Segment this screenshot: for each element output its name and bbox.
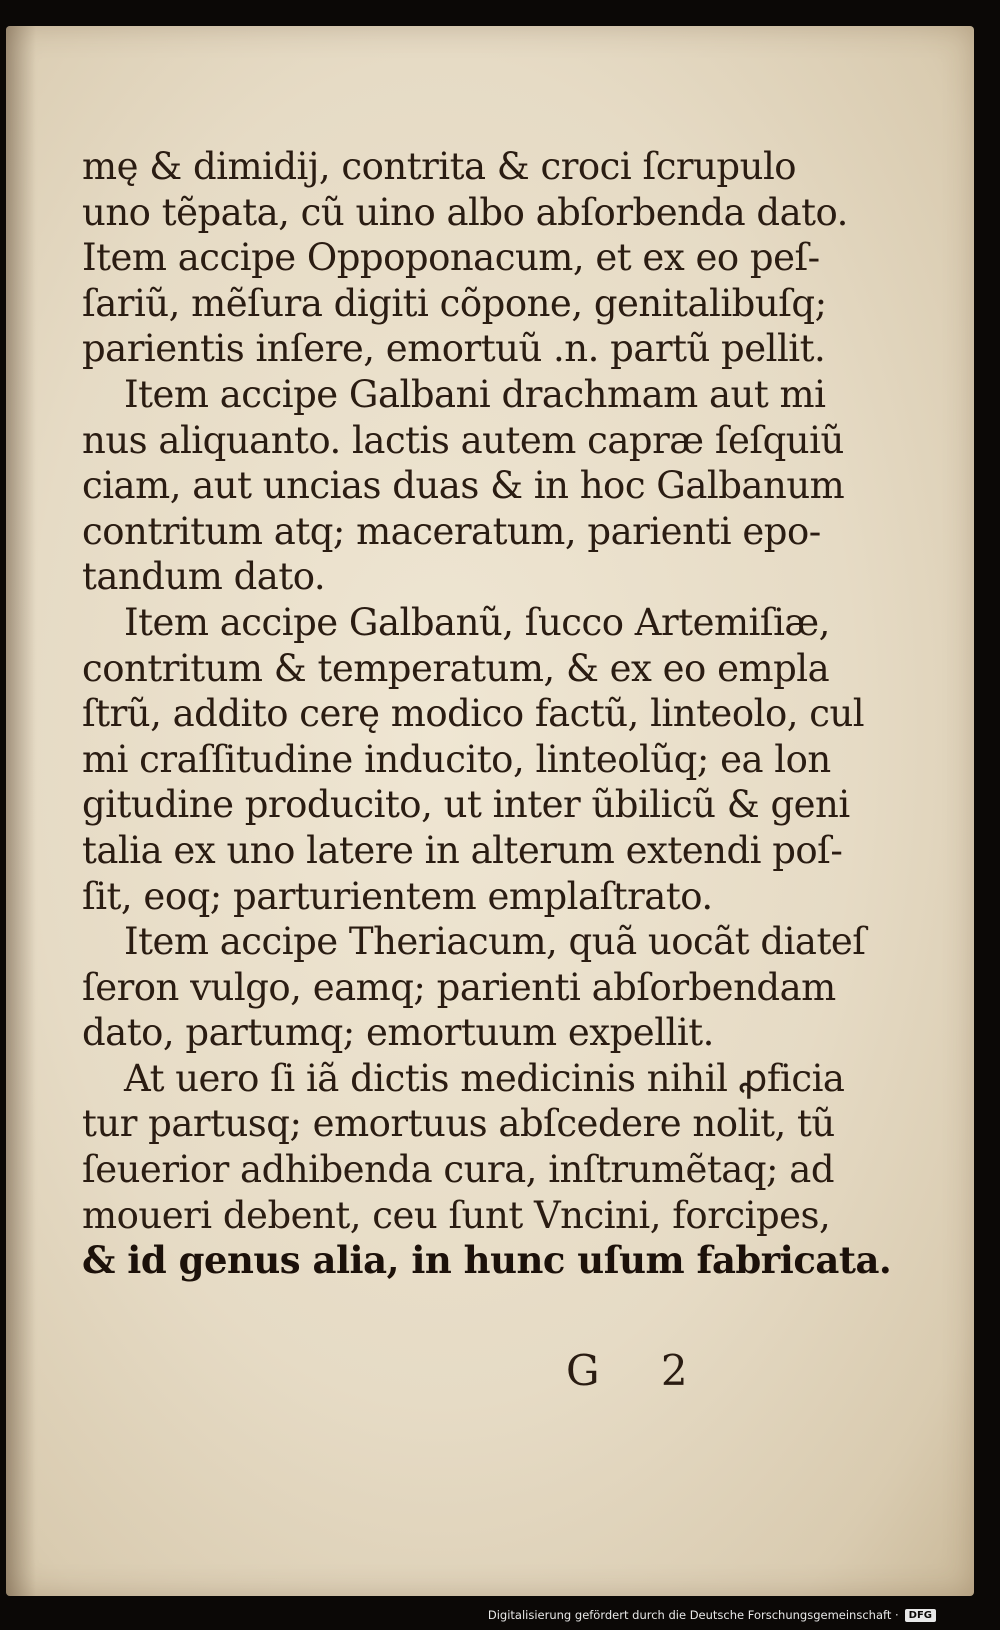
book-page bbox=[6, 26, 974, 1596]
text-line: tandum dato. bbox=[82, 555, 326, 599]
text-line: mę & dimidij, contrita & croci ſcrupulo bbox=[82, 145, 797, 188]
text-line: mi craſſitudine inducito, linteolũq; ea lon bbox=[82, 737, 831, 781]
text-line: tur partusq; emortuus abſcedere nolit, tũ bbox=[82, 1102, 835, 1146]
text-line: & id genus alia, in hunc uſum fabricata. bbox=[82, 1238, 892, 1283]
text-line: Item accipe Theriacum, quã uocãt diateſ bbox=[124, 920, 866, 964]
text-line: dato, partumq; emortuum expellit. bbox=[82, 1011, 714, 1055]
text-block bbox=[82, 144, 892, 1284]
text-line: ſeuerior adhibenda cura, inſtrumẽtaq; ad bbox=[82, 1148, 835, 1192]
text-line: ſit, eoq; parturientem emplaſtrato. bbox=[82, 874, 713, 918]
dfg-logo-icon: DFG bbox=[905, 1609, 936, 1622]
text-line: talia ex uno latere in alterum extendi poſ- bbox=[82, 828, 843, 872]
text-line: Item accipe Galbanũ, ſucco Artemiſiæ, bbox=[124, 600, 830, 644]
text-line: At uero ſi iã dictis medicinis nihil ꝓficia bbox=[124, 1056, 845, 1100]
text-line: contritum & temperatum, & ex eo empla bbox=[82, 646, 830, 690]
text-line: Item accipe Galbani drachmam aut mi bbox=[124, 372, 826, 416]
text-line: ciam, aut uncias duas & in hoc Galbanum bbox=[82, 464, 845, 508]
text-line: Item accipe Oppoponacum, et ex eo peſ- bbox=[82, 236, 820, 280]
spine-shadow bbox=[6, 26, 36, 1596]
footer-credit: Digitalisierung gefördert durch die Deutsche Forschungsgemeinschaft · bbox=[487, 1608, 899, 1622]
text-line: gitudine producito, ut inter ũbilicũ & geni bbox=[82, 783, 850, 827]
text-line: contritum atq; maceratum, parienti epo- bbox=[82, 509, 821, 553]
text-line: ſariũ, mẽſura digiti cõpone, genitalibuſq; bbox=[82, 281, 827, 325]
text-line: parientis inſere, emortuũ .n. partũ pellit. bbox=[82, 327, 826, 371]
text-line: moueri debent, ceu ſunt Vncini, forcipes, bbox=[82, 1193, 831, 1237]
text-line: nus aliquanto. lactis autem capræ ſeſquiũ bbox=[82, 418, 844, 462]
footer bbox=[488, 1604, 936, 1626]
signature-mark: G 2 bbox=[566, 1346, 712, 1395]
text-line: uno tẽpata, cũ uino albo abſorbenda dato. bbox=[82, 190, 848, 234]
text-line: ſtrũ, addito cerę modico factũ, linteolo, cul bbox=[82, 692, 865, 736]
text-line: ſeron vulgo, eamq; parienti abſorbendam bbox=[82, 965, 836, 1009]
